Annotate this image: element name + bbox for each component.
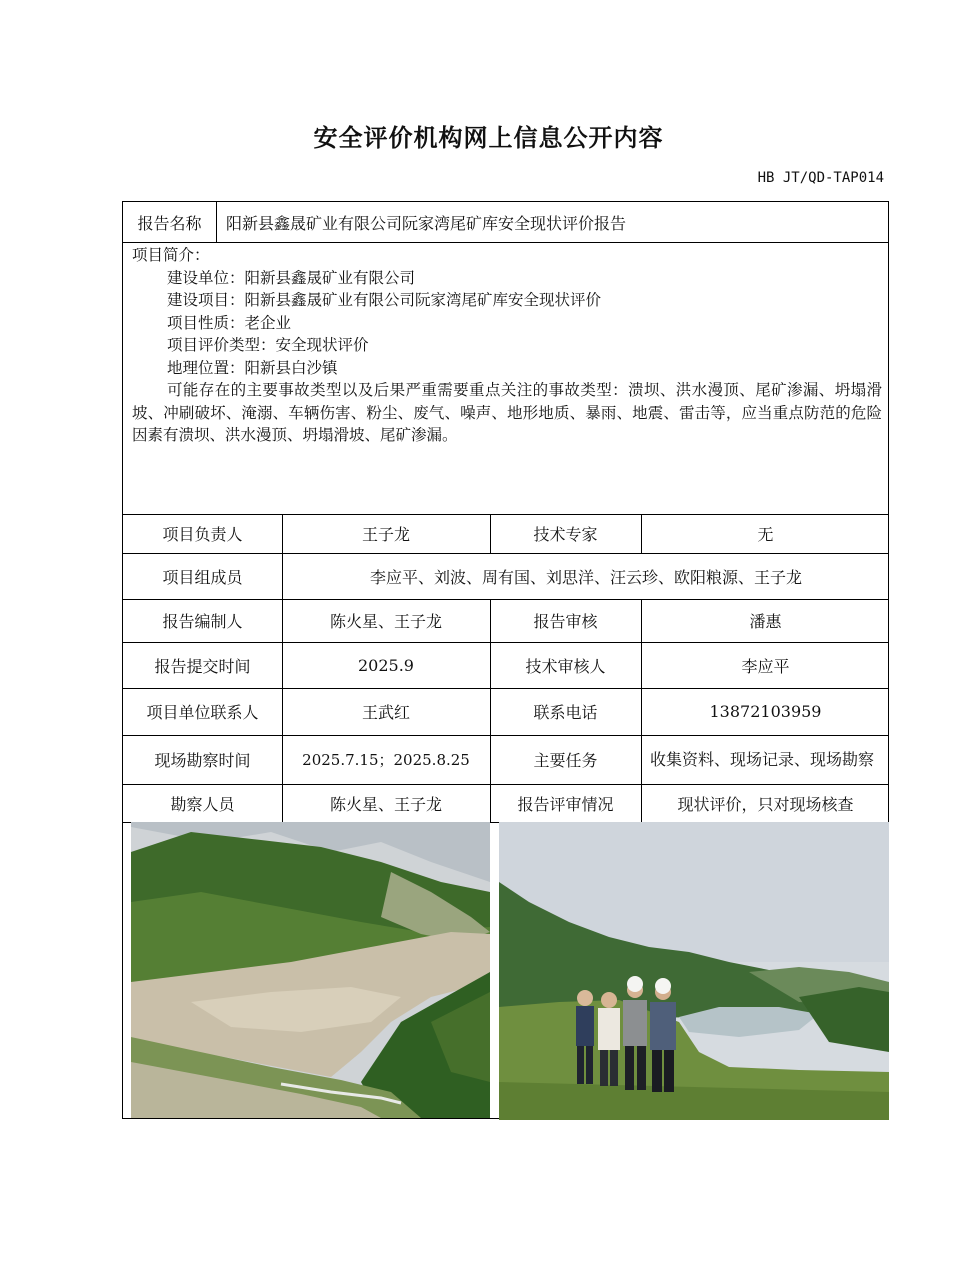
leader-label: 项目负责人	[162, 525, 243, 544]
report-name-label: 报告名称	[137, 213, 202, 233]
tech-value: 李应平	[741, 656, 790, 676]
eval-label: 报告评审情况	[517, 794, 614, 814]
author-label: 报告编制人	[162, 612, 243, 631]
tailings-pond-photo	[131, 822, 490, 1118]
task-label: 主要任务	[533, 751, 598, 770]
site-inspection-image	[499, 822, 889, 1120]
project-intro	[132, 244, 882, 447]
contact-value: 王武红	[361, 703, 410, 722]
intro-hazards: 可能存在的主要事故类型以及后果严重需要重点关注的事故类型：溃坝、洪水漫顶、尾矿渗漏、坍塌滑坡、冲刷破坏、淹溺、车辆伤害、粉尘、废气、噪声、地形地质、暴雨、地震、雷击等，应当重点防范的危险因素有溃坝、洪水漫顶、坍塌滑坡、尾矿渗漏。	[132, 381, 882, 444]
author-value: 陈火星、王子龙	[329, 612, 442, 631]
survey-time-value: 2025.7.15；2025.8.25	[302, 751, 470, 769]
site-inspection-photo	[499, 822, 889, 1120]
surveyor-label: 勘察人员	[170, 794, 235, 814]
intro-project: 建设项目：阳新县鑫晟矿业有限公司阮家湾尾矿库安全现状评价	[167, 291, 602, 309]
expert-label: 技术专家	[533, 525, 598, 544]
task-value: 收集资料、现场记录、现场勘察	[650, 749, 875, 769]
eval-value: 现状评价，只对现场核查	[677, 794, 854, 814]
contact-label: 项目单位联系人	[146, 703, 259, 722]
tailings-pond-image	[131, 822, 490, 1118]
phone-label: 联系电话	[533, 703, 598, 722]
surveyor-value: 陈火星、王子龙	[329, 794, 442, 814]
leader-value: 王子龙	[361, 525, 410, 544]
phone-value: 13872103959	[709, 702, 822, 721]
intro-nature: 项目性质：老企业	[167, 313, 292, 332]
intro-heading: 项目简介：	[132, 246, 210, 264]
review-value: 潘惠	[749, 612, 782, 631]
intro-location: 地理位置：阳新县白沙镇	[167, 358, 338, 377]
members-label: 项目组成员	[162, 567, 243, 587]
review-label: 报告审核	[533, 612, 598, 631]
survey-time-label: 现场勘察时间	[154, 751, 251, 770]
report-name-value: 阳新县鑫晟矿业有限公司阮家湾尾矿库安全现状评价报告	[226, 213, 627, 233]
page-title: 安全评价机构网上信息公开内容	[313, 124, 664, 152]
submit-value: 2025.9	[358, 655, 414, 675]
expert-value: 无	[757, 525, 774, 544]
intro-unit: 建设单位：阳新县鑫晟矿业有限公司	[167, 268, 416, 287]
intro-eval-type: 项目评价类型：安全现状评价	[167, 336, 369, 354]
submit-label: 报告提交时间	[154, 656, 251, 676]
tech-label: 技术审核人	[525, 656, 606, 676]
members-value: 李应平、刘波、周有国、刘思洋、汪云珍、欧阳粮源、王子龙	[369, 567, 802, 587]
document-code: HB JT/QD-TAP014	[757, 170, 884, 186]
